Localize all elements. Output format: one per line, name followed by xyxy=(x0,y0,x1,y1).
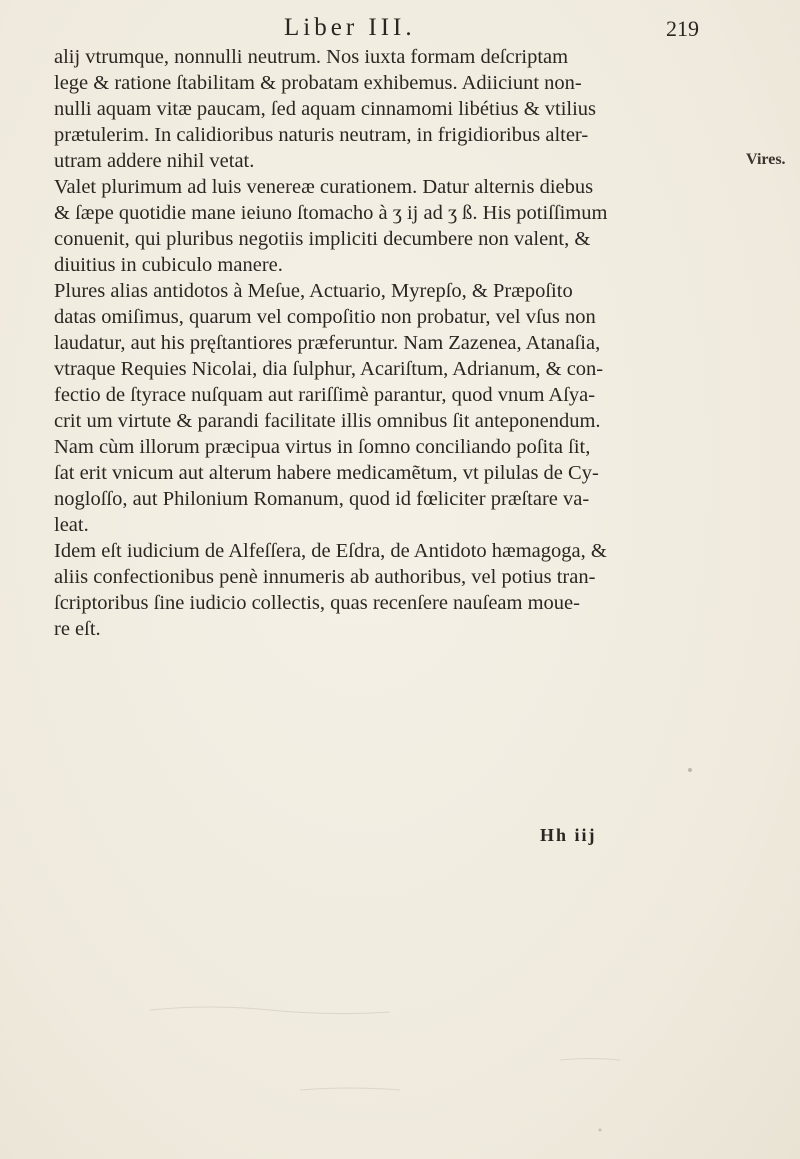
text-line: ſcriptoribus ſine iudicio collectis, quas recenſere nauſeam moue- xyxy=(54,592,580,614)
text-line: vtraque Requies Nicolai, dia ſulphur, Acariſtum, Adrianum, & con- xyxy=(54,358,604,380)
text-line: Nam cùm illorum præcipua virtus in ſomno conciliando poſita ſit, xyxy=(54,436,591,458)
text-line: nogloſſo, aut Philonium Romanum, quod id fœliciter præſtare va- xyxy=(54,488,590,510)
running-head: Liber III. xyxy=(284,14,416,41)
text-line: nulli aquam vitæ paucam, ſed aquam cinnamomi libétius & vtilius xyxy=(54,98,597,120)
text-line: Idem eſt iudicium de Alfeſſera, de Eſdra, de Antidoto hæmagoga, & xyxy=(54,540,607,562)
text-line: utram addere nihil vetat. xyxy=(54,150,255,172)
text-line: conuenit, qui pluribus negotiis impliciti decumbere non valent, & xyxy=(54,228,591,250)
page-number: 219 xyxy=(666,16,699,41)
body-text xyxy=(54,44,716,642)
text-line: re eſt. xyxy=(54,618,101,640)
text-line: prætulerim. In calidioribus naturis neutram, in frigidioribus alter- xyxy=(54,124,589,146)
text-line: Plures alias antidotos à Meſue, Actuario, Myrepſo, & Præpoſito xyxy=(54,280,573,302)
text-line: laudatur, aut his pręſtantiores præferuntur. Nam Zazenea, Atanaſia, xyxy=(54,332,601,354)
text-line: datas omiſimus, quarum vel compoſitio non probatur, vel vſus non xyxy=(54,306,596,328)
page-header xyxy=(0,14,800,44)
signature-mark: Hh iij xyxy=(540,825,597,845)
text-line: aliis confectionibus penè innumeris ab authoribus, vel potius tran- xyxy=(54,566,596,588)
text-line: & ſæpe quotidie mane ieiuno ſtomacho à ʒ ij ad ʒ ß. His potiſſimum xyxy=(54,202,608,224)
text-line: ſat erit vnicum aut alterum habere medicamẽtum, vt pilulas de Cy- xyxy=(54,462,599,484)
text-line: crit um virtute & parandi facilitate illis omnibus ſit anteponendum. xyxy=(54,410,601,432)
text-line: diuitius in cubiculo manere. xyxy=(54,254,283,276)
text-line: lege & ratione ſtabilitam & probatam exhibemus. Adiiciunt non- xyxy=(54,72,582,94)
text-line: Valet plurimum ad luis venereæ curationem. Datur alternis diebus xyxy=(54,176,594,198)
text-line: alij vtrumque, nonnulli neutrum. Nos iuxta formam deſcriptam xyxy=(54,46,569,68)
text-line: fectio de ſtyrace nuſquam aut rariſſimè parantur, quod vnum Aſya- xyxy=(54,384,596,406)
margin-note: Vires. xyxy=(746,151,786,168)
text-line: leat. xyxy=(54,514,89,536)
